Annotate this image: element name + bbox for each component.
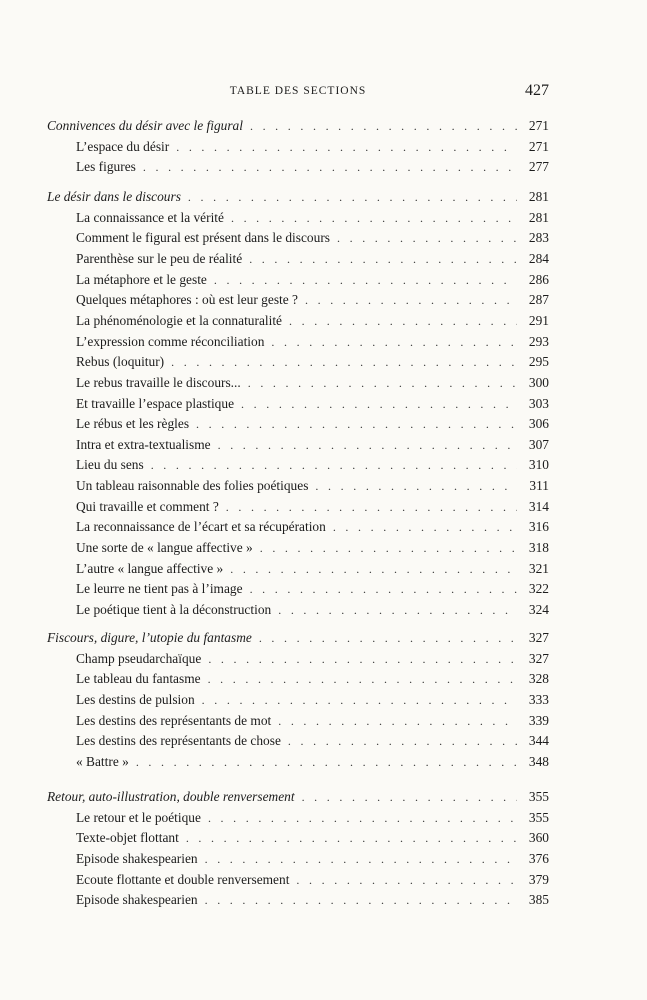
toc-entry (76, 649, 549, 669)
page-ref: 303 (528, 395, 549, 411)
section-title: Fiscours, digure, l’utopie du fantasme (47, 630, 252, 645)
page-ref: 291 (528, 312, 549, 328)
toc-entry (76, 352, 549, 372)
section-title: Retour, auto-illustration, double renversement (47, 789, 295, 804)
page-ref: 307 (528, 436, 549, 452)
entry-label: « Battre » (76, 753, 129, 769)
toc-entry (76, 600, 549, 620)
dot-leader (208, 669, 517, 689)
page-ref: 321 (528, 560, 549, 576)
toc-entry (76, 414, 549, 434)
dot-leader (186, 828, 517, 848)
toc-entry (76, 517, 549, 537)
dot-leader (151, 455, 517, 475)
page-ref: 293 (528, 333, 549, 349)
page-ref: 318 (528, 540, 549, 556)
entry-label: Episode shakespearien (76, 850, 198, 866)
entry-label: Le retour et le poétique (76, 809, 201, 825)
dot-leader (315, 476, 517, 496)
entry-label: Le poétique tient à la déconstruction (76, 602, 272, 617)
toc-entry (76, 476, 549, 496)
page-ref: 339 (528, 712, 549, 728)
dot-leader (205, 849, 517, 869)
section-title: Le désir dans le discours (47, 189, 181, 204)
entry-label: Rebus (loquitur) (76, 354, 165, 370)
dot-leader (289, 311, 517, 331)
toc-entry (76, 890, 549, 910)
toc-section-heading (47, 187, 549, 207)
toc-entry (76, 311, 549, 331)
entry-label: Le tableau du fantasme (76, 671, 201, 687)
entry-label: Intra et extra-textualisme (76, 436, 211, 452)
page-ref: 281 (528, 209, 549, 225)
dot-leader (241, 394, 517, 414)
entry-label: Le leurre ne tient pas à l’image (76, 581, 243, 597)
toc-entry (76, 731, 549, 751)
entry-label: Parenthèse sur le peu de réalité (76, 250, 243, 266)
toc-entry (76, 752, 549, 772)
page-ref: 385 (528, 892, 549, 908)
page-ref: 283 (528, 230, 549, 246)
entry-label: La connaissance et la vérité (76, 209, 224, 225)
dot-leader (214, 270, 517, 290)
page-ref: 306 (528, 416, 549, 432)
entry-label: La métaphore et le geste (76, 271, 207, 287)
page-ref: 295 (528, 354, 549, 370)
page-ref: 300 (528, 374, 549, 390)
dot-leader (249, 249, 517, 269)
page-ref: 348 (528, 753, 549, 769)
page-ref: 284 (528, 250, 549, 266)
entry-label: Qui travaille et comment ? (76, 498, 219, 514)
entry-label: Lieu du sens (76, 457, 144, 473)
dot-leader (226, 497, 517, 517)
page-ref: 271 (528, 118, 549, 133)
page-ref: 376 (528, 850, 549, 866)
page-ref: 314 (528, 498, 549, 514)
page-ref: 310 (528, 457, 549, 473)
entry-label: Les destins des représentants de mot (76, 712, 272, 728)
page-ref: 316 (528, 519, 549, 535)
entry-label: Une sorte de « langue affective » (76, 540, 253, 556)
entry-label: Un tableau raisonnable des folies poétiques (76, 478, 309, 494)
section-title: Connivences du désir avec le figural (47, 118, 243, 133)
dot-leader (260, 538, 517, 558)
toc-entry (76, 849, 549, 869)
entry-label: Les destins de pulsion (76, 691, 195, 707)
dot-leader (208, 649, 517, 669)
toc-entry (76, 157, 549, 177)
page-ref: 344 (528, 733, 549, 749)
entry-label: L’expression comme réconciliation (76, 333, 265, 349)
dot-leader (296, 870, 517, 890)
dot-leader (302, 787, 517, 807)
entry-label: Le rebus travaille le discours... (76, 374, 241, 390)
dot-leader (248, 373, 517, 393)
page-ref: 277 (528, 159, 549, 175)
entry-label: Texte-objet flottant (76, 830, 179, 846)
toc-entry (76, 497, 549, 517)
dot-leader (250, 579, 517, 599)
dot-leader (250, 116, 517, 136)
page-ref: 355 (528, 789, 549, 804)
toc-entry (76, 559, 549, 579)
page-number: 427 (525, 82, 549, 99)
page-ref: 286 (528, 271, 549, 287)
toc-entry (76, 828, 549, 848)
entry-label: Episode shakespearien (76, 892, 198, 908)
page-ref: 328 (528, 671, 549, 687)
toc-entry (76, 808, 549, 828)
page-ref: 379 (528, 871, 549, 887)
dot-leader (208, 808, 517, 828)
toc-entry (76, 669, 549, 689)
dot-leader (230, 559, 517, 579)
entry-label: Ecoute flottante et double renversement (76, 871, 290, 887)
dot-leader (205, 890, 517, 910)
toc-entry (76, 435, 549, 455)
page-ref: 287 (528, 292, 549, 308)
entry-label: Les destins des représentants de chose (76, 733, 281, 749)
entry-label: La reconnaissance de l’écart et sa récupération (76, 519, 326, 535)
toc-entry (76, 538, 549, 558)
page-ref: 333 (528, 691, 549, 707)
page-ref: 360 (528, 830, 549, 846)
entry-label: La phénoménologie et la connaturalité (76, 312, 282, 328)
entry-label: L’espace du désir (76, 138, 170, 154)
entry-label: Champ pseudarchaïque (76, 650, 202, 666)
entry-label: L’autre « langue affective » (76, 560, 224, 576)
page-ref: 355 (528, 809, 549, 825)
dot-leader (278, 711, 517, 731)
page-ref: 271 (528, 138, 549, 154)
toc-entry (76, 579, 549, 599)
page-ref: 322 (528, 581, 549, 597)
dot-leader (288, 731, 517, 751)
page-ref: 311 (529, 478, 549, 494)
toc-entry (76, 249, 549, 269)
running-title: TABLE DES SECTIONS (229, 85, 367, 97)
toc-entry (76, 373, 549, 393)
dot-leader (305, 290, 517, 310)
entry-label: Le rébus et les règles (76, 416, 190, 432)
dot-leader (143, 157, 517, 177)
page-ref: 324 (528, 602, 549, 617)
entry-label: Quelques métaphores : où est leur geste ? (76, 292, 298, 308)
dot-leader (333, 517, 517, 537)
dot-leader (188, 187, 517, 207)
toc-entry (76, 290, 549, 310)
dot-leader (259, 628, 517, 648)
dot-leader (176, 137, 517, 157)
dot-leader (196, 414, 517, 434)
toc-entry (76, 332, 549, 352)
entry-label: Et travaille l’espace plastique (76, 395, 235, 411)
dot-leader (171, 352, 517, 372)
dot-leader (202, 690, 517, 710)
toc-entry (76, 711, 549, 731)
dot-leader (271, 332, 517, 352)
toc-entry (76, 870, 549, 890)
toc-entry (76, 228, 549, 248)
toc-entry (76, 394, 549, 414)
toc-section-heading (47, 628, 549, 648)
page-ref: 327 (528, 630, 549, 645)
toc-section-heading (47, 116, 549, 136)
toc-entry (76, 690, 549, 710)
dot-leader (337, 228, 517, 248)
toc-entry (76, 208, 549, 228)
dot-leader (278, 600, 517, 620)
entry-label: Comment le figural est présent dans le discours (76, 230, 330, 246)
toc-entry (76, 455, 549, 475)
page-ref: 327 (528, 650, 549, 666)
dot-leader (218, 435, 517, 455)
page-ref: 281 (528, 189, 549, 204)
page-header (47, 82, 549, 104)
toc-entry (76, 270, 549, 290)
dot-leader (231, 208, 517, 228)
dot-leader (136, 752, 517, 772)
toc-section-heading (47, 787, 549, 807)
entry-label: Les figures (76, 159, 136, 175)
toc-entry (76, 137, 549, 157)
